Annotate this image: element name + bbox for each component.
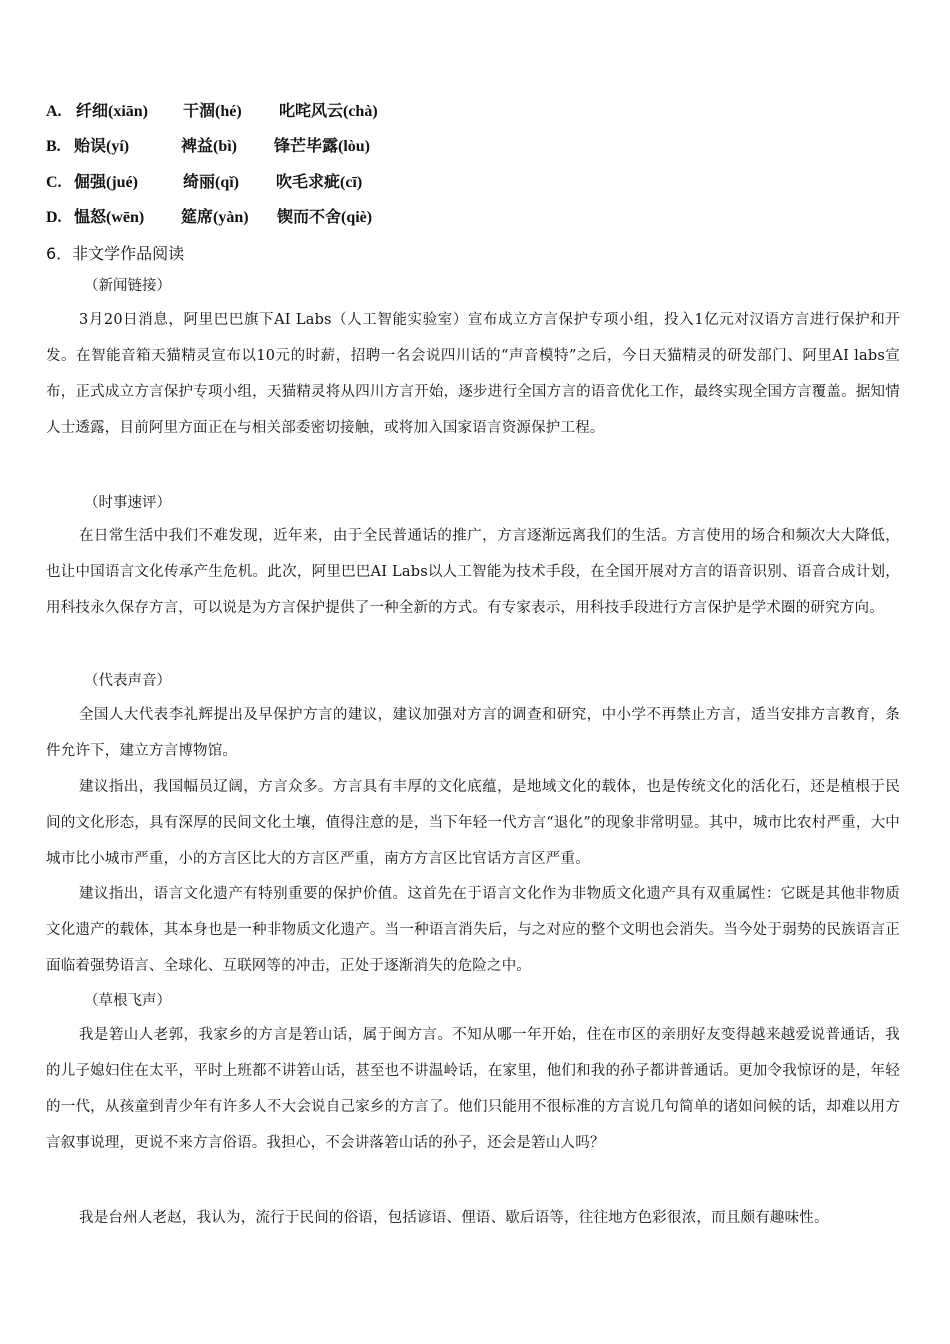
option-word-1: 贻误(yí) [74, 138, 130, 155]
option-word-3: 锋芒毕露(lòu) [274, 138, 371, 155]
option-word-2: 裨益(bì) [181, 138, 238, 155]
section-heading: （新闻链接） [84, 278, 171, 294]
paragraph: 建议指出，语言文化遗产有特别重要的保护价值。这首先在于语言文化作为非物质文化遗产具有双重属性：它既是其他非物质文化遗产的载体，其本身也是一种非物质文化遗产。当一种语言消失后，与之对应的整个文明也会消失。当今处于弱势的民族语言正面临着强势语言、全球化、互联网等的冲击，正处于逐渐消失的危险之中。 [46, 886, 900, 974]
option-letter: A. [46, 103, 62, 120]
option-word-2: 绮丽(qǐ) [183, 174, 240, 191]
option-word-3: 吹毛求疵(cī) [276, 174, 363, 191]
paragraph: 在日常生活中我们不难发现，近年来，由于全民普通话的推广，方言逐渐远离我们的生活。方言使用的场合和频次大大降低，也让中国语言文化传承产生危机。此次，阿里巴巴AI Labs以人工智能为技术手段，在全国开展对方言的语音识别、语音合成计划，用科技永久保存方言，可以说是为方言保护提供了一种全新的方式。有专家表示，用科技手段进行方言保护是学术圈的研究方向。 [46, 528, 900, 616]
option-letter: D. [46, 209, 62, 226]
option-word-3: 锲而不舍(qiè) [277, 209, 373, 226]
option-word-1: 倔强(jué) [74, 174, 138, 191]
paragraph: 3月20日消息，阿里巴巴旗下AI Labs（人工智能实验室）宣布成立方言保护专项小组，投入1亿元对汉语方言进行保护和开发。在智能音箱天猫精灵宣布以10元的时薪，招聘一名会说四川话的“声音模特”之后，今日天猫精灵的研发部门、阿里AI labs宣布，正式成立方言保护专项小组，天猫精灵将从四川方言开始，逐步进行全国方言的语音优化工作，最终实现全国方言覆盖。据知情人士透露，目前阿里方面正在与相关部委密切接触，或将加入国家语言资源保护工程。 [46, 312, 900, 436]
paragraph: 建议指出，我国幅员辽阔，方言众多。方言具有丰厚的文化底蕴，是地域文化的载体，也是传统文化的活化石，还是植根于民间的文化形态，具有深厚的民间文化土壤，值得注意的是，当下年轻一代方言“退化”的现象非常明显。其中，城市比农村严重，大中城市比小城市严重，小的方言区比大的方言区严重，南方方言区比官话方言区严重。 [46, 779, 900, 867]
option-word-2: 筵席(yàn) [181, 209, 249, 226]
option-word-3: 叱咤风云(chà) [279, 103, 378, 120]
paragraph: 我是箬山人老郭，我家乡的方言是箬山话，属于闽方言。不知从哪一年开始，住在市区的亲朋好友变得越来越爱说普通话，我的儿子媳妇住在太平，平时上班都不讲箬山话，甚至也不讲温岭话，在家里，他们和我的孙子都讲普通话。更加令我惊讶的是，年轻的一代，从孩童到青少年有许多人不大会说自己家乡的方言了。他们只能用不很标准的方言说几句简单的诸如问候的话，却难以用方言叙事说理，更说不来方言俗语。我担心，不会讲落箬山话的孙子，还会是箬山人吗？ [46, 1027, 900, 1151]
question-title: 6．非文学作品阅读 [46, 244, 185, 263]
option-letter: B. [46, 138, 61, 155]
section-heading: （草根飞声） [84, 993, 171, 1009]
section-heading: （代表声音） [84, 673, 171, 689]
option-word-1: 纤细(xiān) [76, 103, 149, 120]
option-letter: C. [46, 174, 62, 191]
section-heading: （时事速评） [84, 495, 171, 511]
paragraph: 全国人大代表李礼辉提出及早保护方言的建议，建议加强对方言的调查和研究，中小学不再禁止方言，适当安排方言教育，条件允许下，建立方言博物馆。 [46, 707, 900, 759]
option-word-2: 干涸(hé) [183, 103, 242, 120]
option-word-1: 愠怒(wēn) [74, 209, 145, 226]
paragraph: 我是台州人老赵，我认为，流行于民间的俗语，包括谚语、俚语、歇后语等，往往地方色彩很浓，而且颇有趣味性。 [79, 1210, 829, 1226]
